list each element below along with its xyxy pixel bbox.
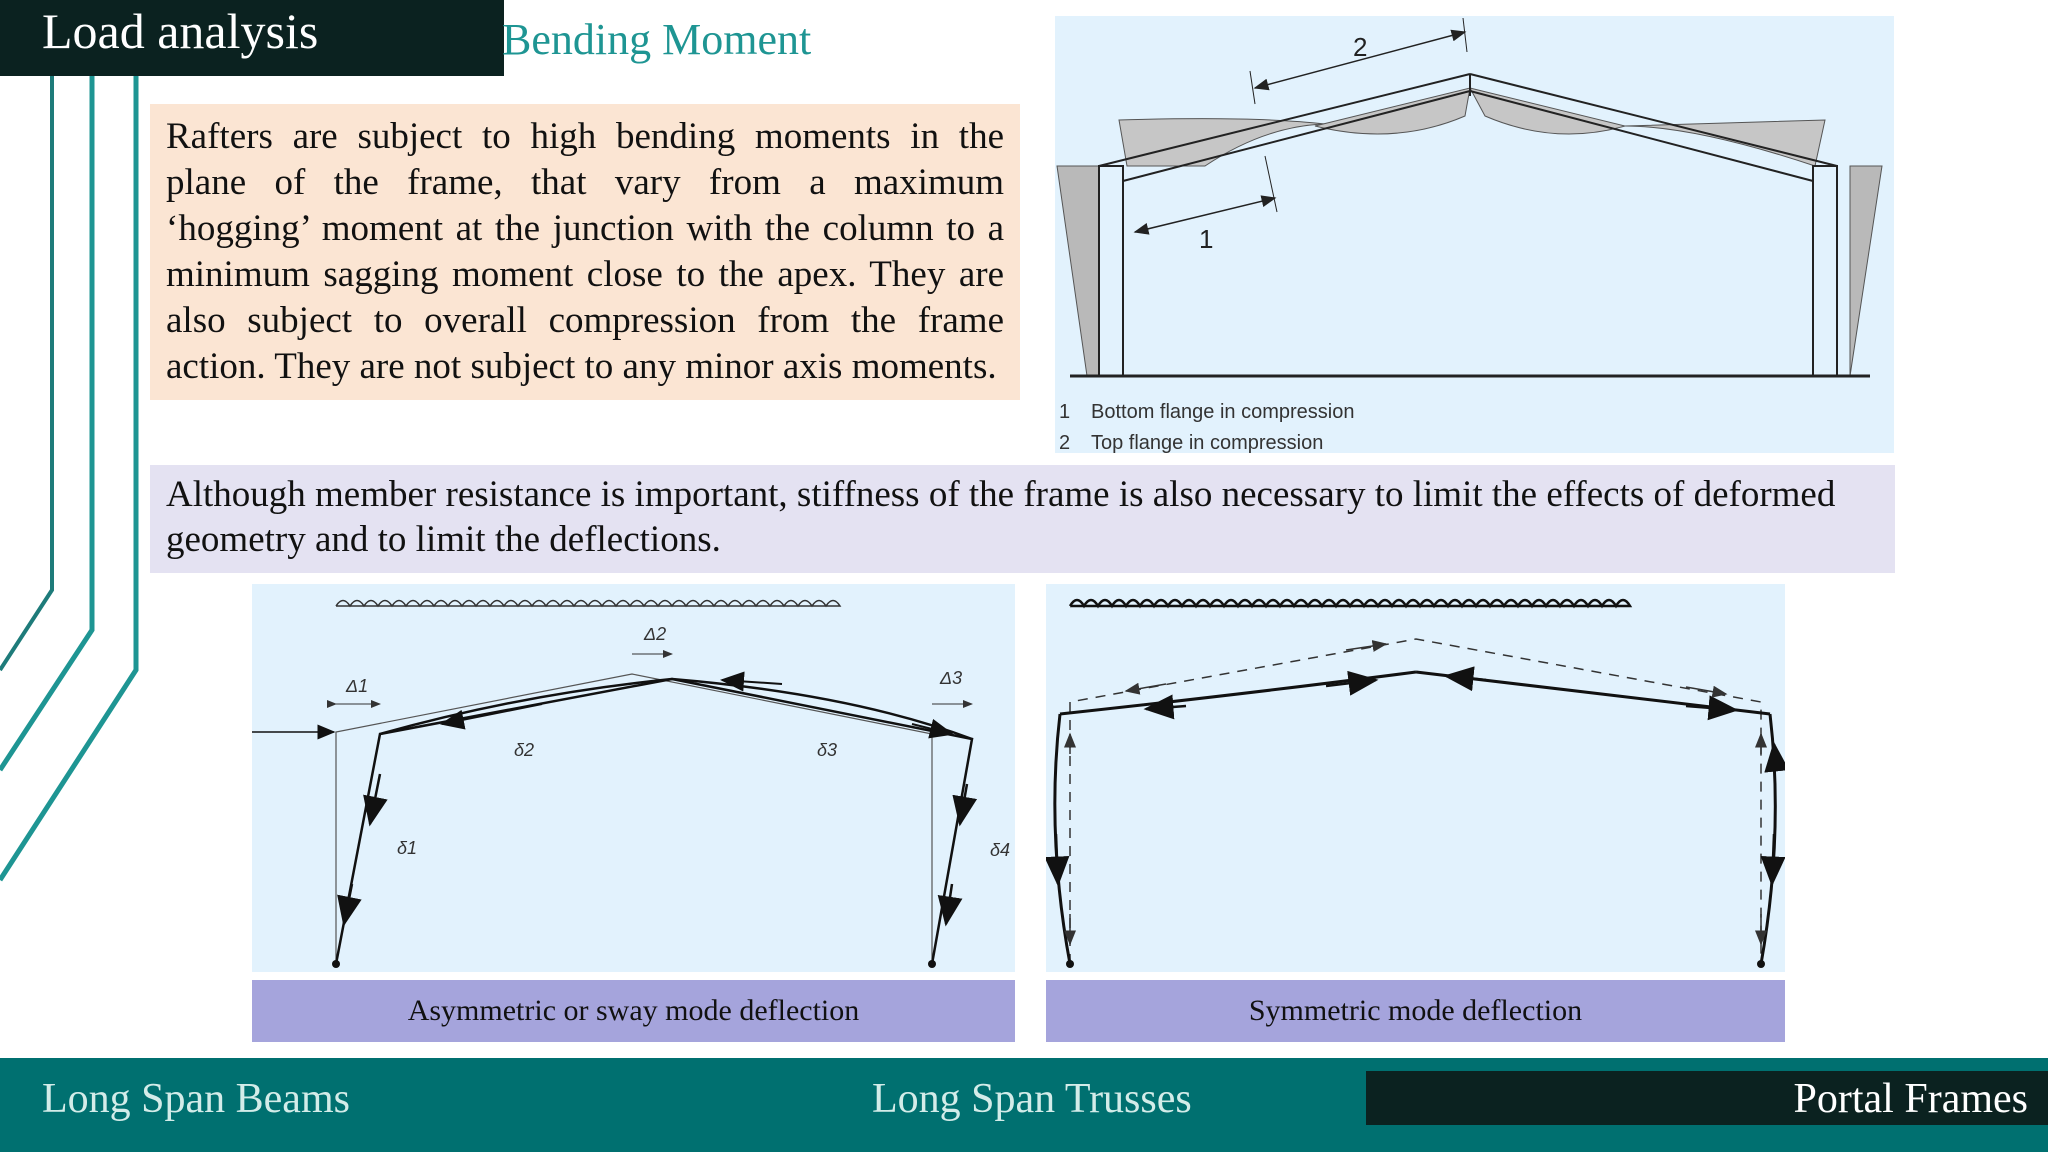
right-column-moment [1850, 166, 1882, 376]
rafter-paragraph: Rafters are subject to high bending moments in the plane of the frame, that vary from a maximum ‘hogging’ moment at the junction with the column to a minimum sagging moment close to the apex. They are also subject to overall compression from the frame action. They are not subject to any minor axis moments. [166, 116, 1004, 387]
right-column [1813, 166, 1837, 376]
delta-3-label: Δ3 [940, 668, 963, 688]
footer-link-portal-frames[interactable]: Portal Frames [1793, 1076, 2028, 1122]
footer-link-long-span-trusses[interactable]: Long Span Trusses [872, 1076, 1192, 1122]
distributed-load [336, 601, 840, 607]
dim-label-2: 2 [1353, 32, 1368, 62]
legend-text-1: Bottom flange in compression [1091, 401, 1355, 423]
legend-text-2: Top flange in compression [1091, 432, 1324, 453]
sway-mode-caption: Asymmetric or sway mode deflection [252, 980, 1015, 1042]
d1-label: δ1 [397, 838, 418, 858]
footer-link-long-span-beams[interactable]: Long Span Beams [42, 1076, 350, 1122]
deco-line-2 [0, 76, 92, 770]
delta-2-label: Δ2 [644, 624, 667, 644]
legend-num-1: 1 [1059, 401, 1071, 423]
symmetric-mode-caption: Symmetric mode deflection [1046, 980, 1785, 1042]
distributed-load [1070, 600, 1630, 606]
sway-mode-diagram [252, 584, 1015, 972]
deco-line-3 [0, 76, 136, 880]
right-rafter-hogging [1625, 120, 1825, 166]
symmetric-mode-svg [1046, 584, 1785, 972]
d2-label: δ2 [514, 740, 535, 760]
page-title: Load analysis [42, 3, 319, 59]
left-column [1099, 166, 1123, 376]
delta-1-label: Δ1 [346, 676, 369, 696]
stiffness-note: Although member resistance is important, stiffness of the frame is also necessary to limit the effects of deformed geometry and to limit the deflections. [166, 474, 1836, 560]
dim-label-1: 1 [1199, 224, 1214, 254]
deco-line-1 [0, 76, 52, 670]
symmetric-mode-diagram [1046, 584, 1785, 972]
bending-moment-svg [1055, 16, 1894, 453]
legend-num-2: 2 [1059, 432, 1071, 453]
left-column-moment [1057, 166, 1099, 376]
left-rafter-hogging [1119, 119, 1325, 166]
section-subtitle: Bending Moment [502, 15, 812, 64]
d4-label: δ4 [990, 840, 1011, 860]
d3-label: δ3 [817, 740, 838, 760]
bending-moment-diagram [1055, 16, 1894, 453]
sway-mode-svg [252, 584, 1015, 972]
decorative-lines [0, 0, 150, 900]
